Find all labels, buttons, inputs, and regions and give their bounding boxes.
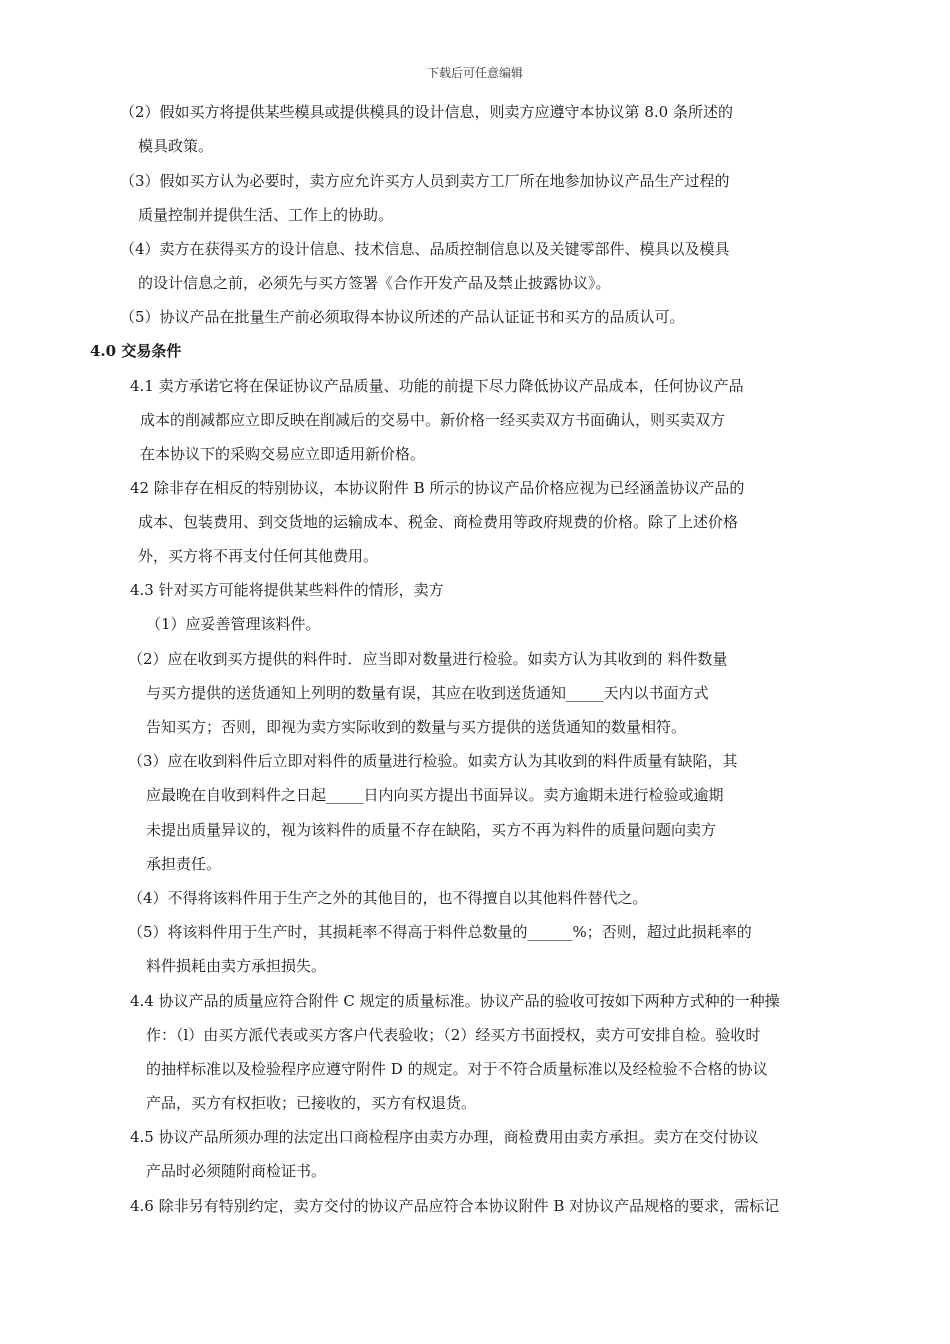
- paragraph-line: 质量控制并提供生活、工作上的协助。: [138, 206, 394, 224]
- paragraph-line: （4）卖方在获得买方的设计信息、技术信息、品质控制信息以及关键零部件、模具以及模具: [120, 240, 730, 258]
- paragraph-line: 成本、包装费用、到交货地的运输成本、税金、商检费用等政府规费的价格。除了上述价格: [138, 513, 739, 531]
- paragraph-line: （3）假如买方认为必要时，卖方应允许买方人员到卖方工厂所在地参加协议产品生产过程的: [120, 172, 730, 190]
- paragraph-line: 在本协议下的采购交易应立即适用新价格。: [140, 445, 426, 463]
- paragraph-line: 的设计信息之前，必须先与买方签署《合作开发产品及禁止披露协议》。: [138, 274, 611, 292]
- paragraph-line: 4.6 除非另有特别约定，卖方交付的协议产品应符合本协议附件 B 对协议产品规格的要求，需标记: [130, 1197, 780, 1215]
- paragraph-line: 承担责任。: [146, 855, 222, 873]
- paragraph-line: 料件损耗由卖方承担损失。: [146, 957, 327, 975]
- section-heading: 4.0 交易条件: [90, 342, 182, 360]
- paragraph-line: 的抽样标准以及检验程序应遵守附件 D 的规定。对于不符合质量标准以及经检验不合格的协议: [146, 1060, 768, 1078]
- paragraph-line: 42 除非存在相反的特别协议，本协议附件 B 所示的协议产品价格应视为已经涵盖协议产品的: [130, 479, 745, 497]
- paragraph-line: 未提出质量异议的，视为该料件的质量不存在缺陷，买方不再为料件的质量问题向卖方: [146, 821, 717, 839]
- paragraph-line: 产品时必须随附商检证书。: [146, 1162, 327, 1180]
- paragraph-line: （4）不得将该料件用于生产之外的其他目的，也不得擅自以其他料件替代之。: [128, 889, 648, 907]
- paragraph-line: 4.3 针对买方可能将提供某些料件的情形，卖方: [130, 581, 444, 599]
- paragraph-line: 作：（l）由买方派代表或买方客户代表验收；（2）经买方书面授权，卖方可安排自检。验收时: [146, 1026, 761, 1044]
- paragraph-line: 4.4 协议产品的质量应符合附件 C 规定的质量标准。协议产品的验收可按如下两种方式种的一种操: [130, 992, 780, 1010]
- paragraph-line: （5）将该料件用于生产时，其损耗率不得高于料件总数量的______%；否则，超过此损耗率的: [128, 923, 752, 941]
- paragraph-line: 4.1 卖方承诺它将在保证协议产品质量、功能的前提下尽力降低协议产品成本，任何协议产品: [130, 377, 744, 395]
- paragraph-line: 外，买方将不再支付任何其他费用。: [138, 547, 379, 565]
- paragraph-line: （2）假如买方将提供某些模具或提供模具的设计信息，则卖方应遵守本协议第 8.0 条所述的: [120, 103, 733, 121]
- paragraph-line: 应最晚在自收到料件之日起_____日内向买方提出书面异议。卖方逾期未进行检验或逾期: [146, 786, 724, 804]
- paragraph-line: （5）协议产品在批量生产前必须取得本协议所述的产品认证证书和买方的品质认可。: [120, 308, 685, 326]
- paragraph-line: 告知买方；否则，即视为卖方实际收到的数量与买方提供的送货通知的数量相符。: [146, 718, 687, 736]
- paragraph-line: 成本的削减都应立即反映在削减后的交易中。新价格一经买卖双方书面确认，则买卖双方: [140, 411, 726, 429]
- page-header: 下载后可任意编辑: [426, 66, 523, 80]
- paragraph-line: 4.5 协议产品所须办理的法定出口商检程序由卖方办理，商检费用由卖方承担。卖方在交付协议: [130, 1128, 759, 1146]
- paragraph-line: 产品，买方有权拒收；已接收的，买方有权退货。: [146, 1094, 477, 1112]
- paragraph-line: （3）应在收到料件后立即对料件的质量进行检验。如卖方认为其收到的料件质量有缺陷，其: [128, 752, 738, 770]
- paragraph-line: （2）应在收到买方提供的料件时．应当即对数量进行检验。如卖方认为其收到的 料件数量: [128, 650, 728, 668]
- paragraph-line: （1）应妥善管理该料件。: [146, 615, 321, 633]
- paragraph-line: 与买方提供的送货通知上列明的数量有误，其应在收到送货通知_____天内以书面方式: [146, 684, 709, 702]
- paragraph-line: 模具政策。: [138, 137, 214, 155]
